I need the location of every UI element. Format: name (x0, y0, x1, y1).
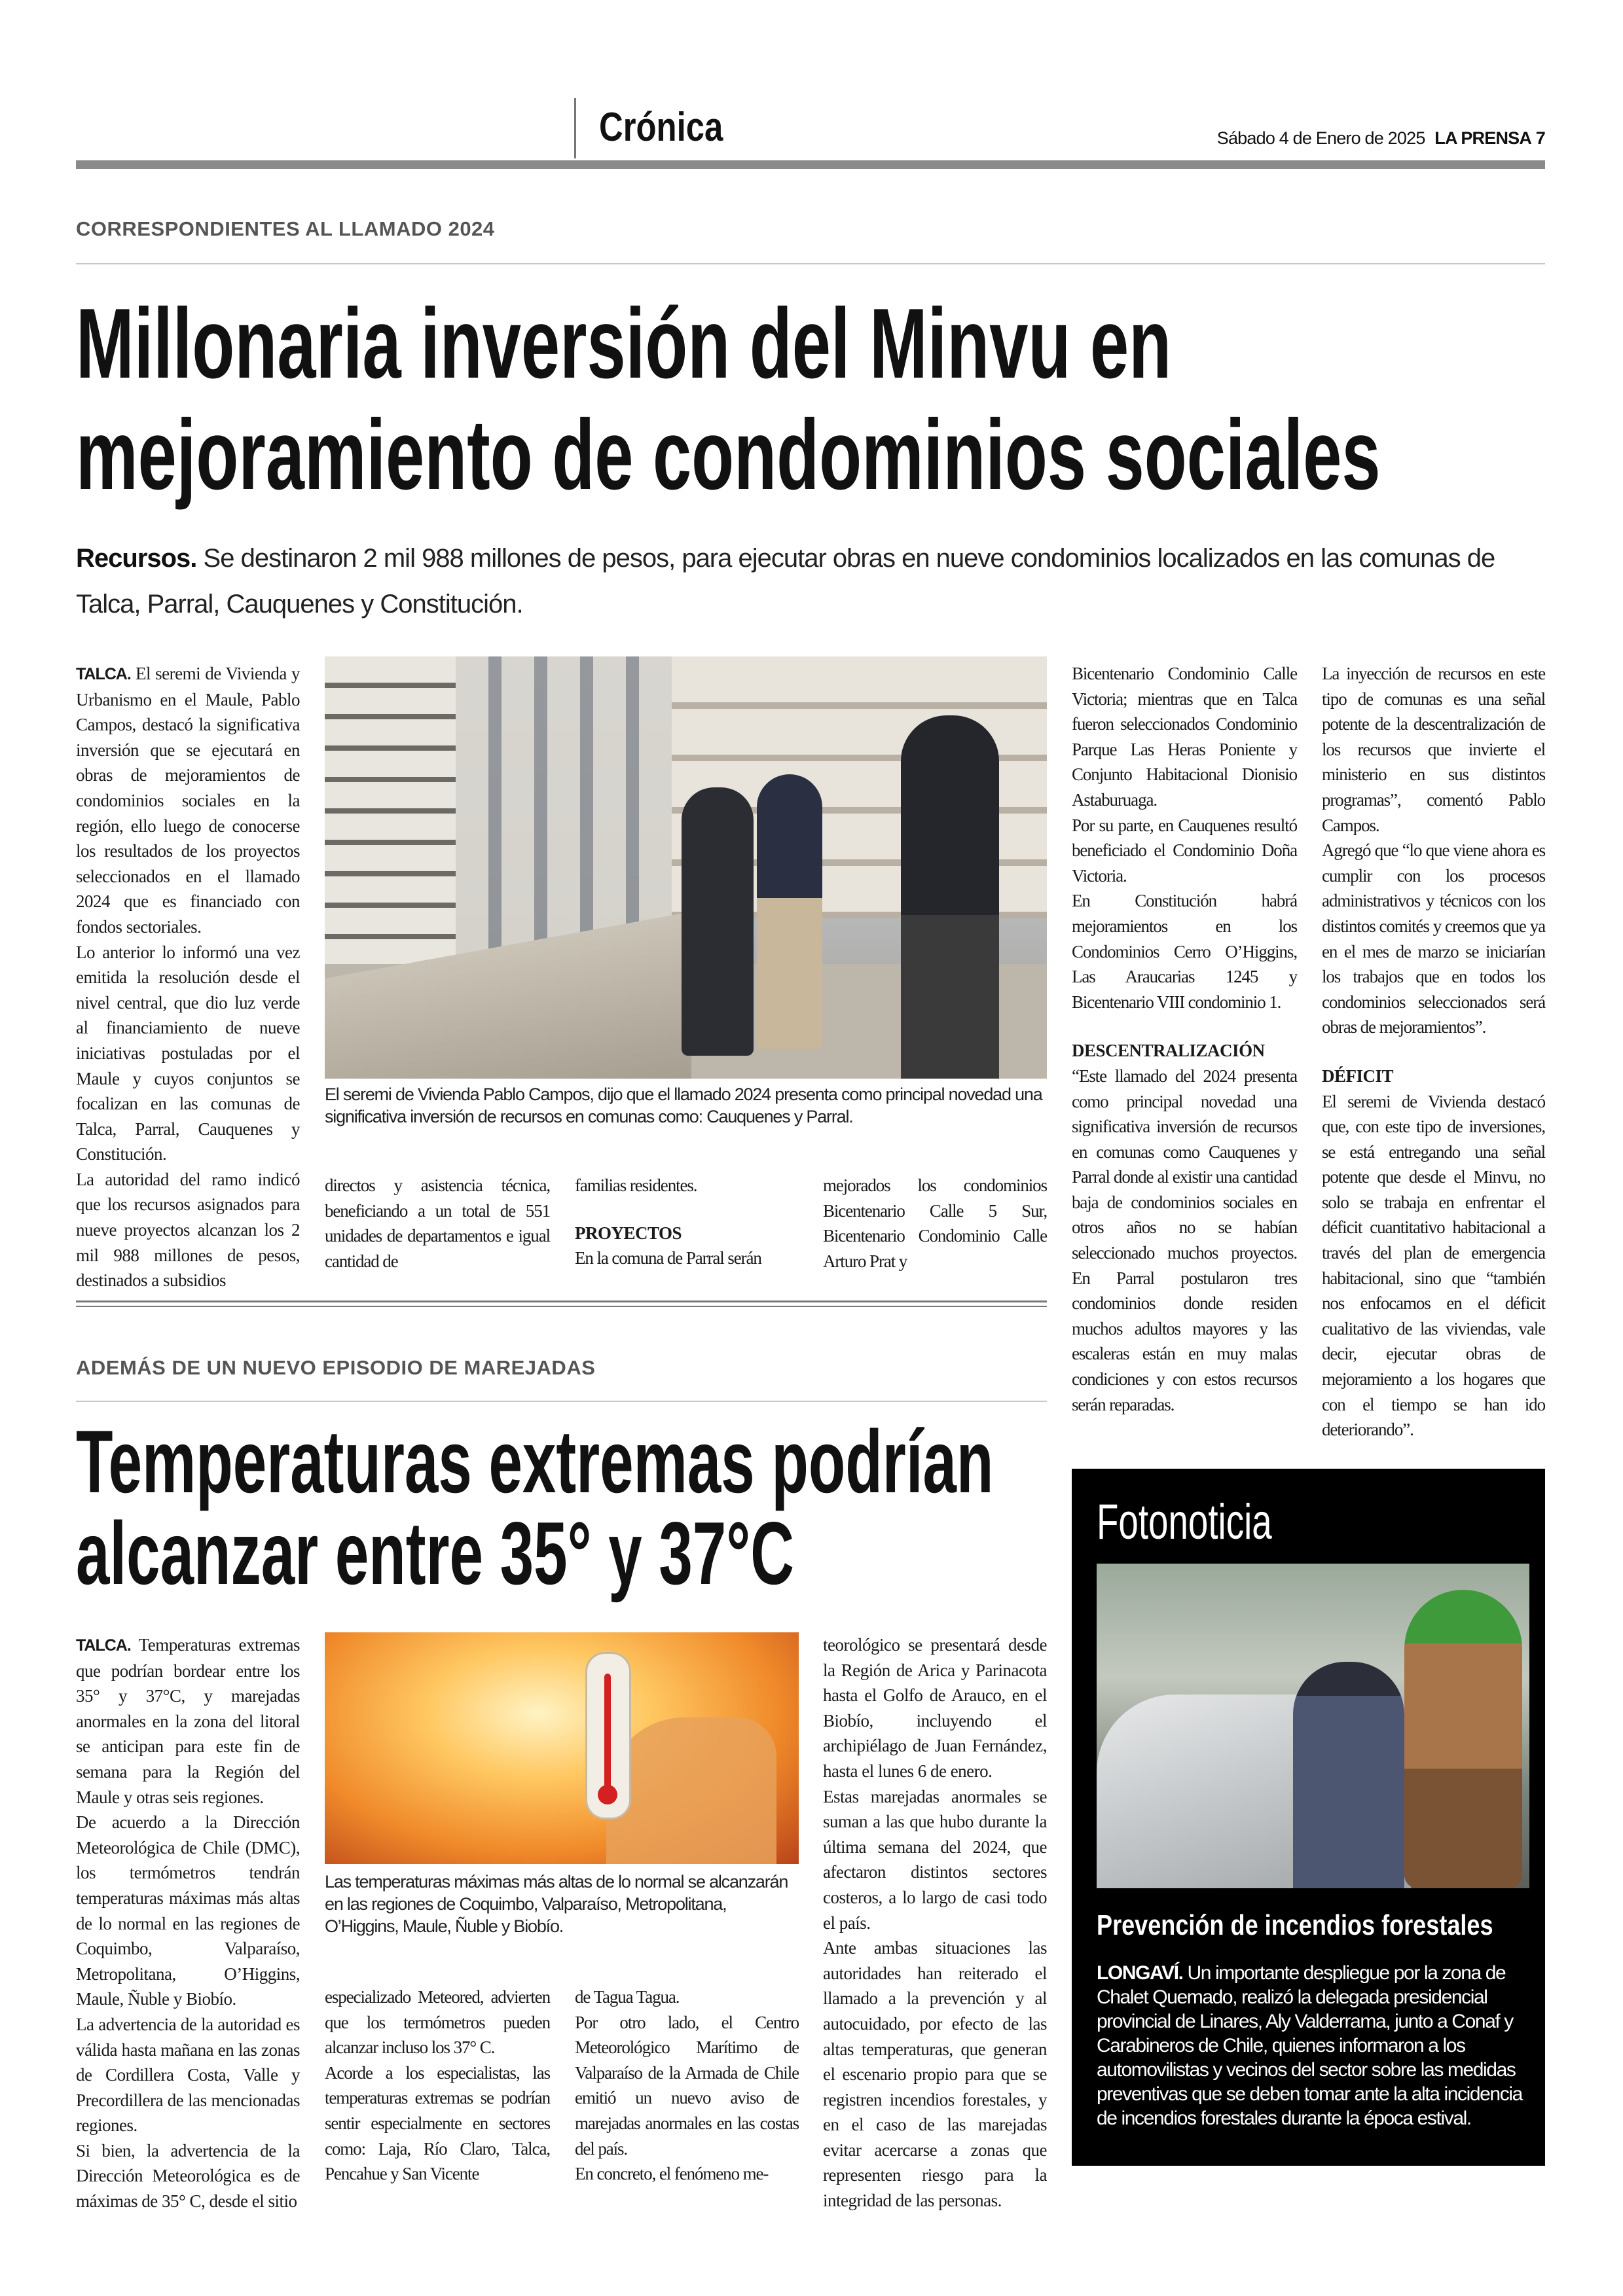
headline-line: mejoramiento de condominios sociales (76, 399, 1381, 511)
article1-column-1 (76, 661, 300, 1293)
subhead-proyectos: PROYECTOS (575, 1223, 682, 1243)
fotonoticia-label (1097, 1496, 1340, 1549)
article2-column-1 (76, 1632, 300, 2214)
headline-line: Temperaturas extremas podrían (76, 1412, 994, 1511)
article2-column-2 (325, 1984, 550, 2187)
folio (1217, 128, 1545, 149)
paragraph: Por su parte, en Cauquenes resultó beneficiado el Condominio Doña Victoria. (1072, 815, 1297, 886)
building-left (325, 656, 456, 964)
section-title-text: Crónica (599, 105, 723, 150)
paragraph: Si bien, la advertencia de la Dirección Meteorológica es de máximas de 35° C, desde el sitio (76, 2140, 300, 2212)
paragraph (76, 661, 300, 940)
paragraph: Ante ambas situaciones las autoridades han reiterado el llamado a la prevención y al autocuidado, por efecto de las altas temperaturas, que generan el escenario propio para que se registren incendios forestales, y en el caso de las marejadas evitar acercarse a zonas que representen riesgo para la integridad de las personas. (823, 1938, 1047, 2211)
paragraph: Bicentenario Condominio Calle Victoria; mientras que en Talca fueron seleccionados Condominio Parque Las Heras Poniente y Conjunto Habitacional Dionisio Astaburuaga. (1072, 664, 1297, 810)
fotonoticia-label-text: Fotonoticia (1097, 1494, 1272, 1550)
paragraph: La autoridad del ramo indicó que los recursos asignados para nueve proyectos alcanzan los 2 mil 988 millones de pesos, destinados a subsidios (76, 1169, 300, 1291)
dateline: TALCA. (76, 1636, 131, 1655)
paragraph: El seremi de Vivienda destacó que, con este tipo de inversiones, se está entregando una señal potente que desde el Minvu, no solo se trabaja en enfrentar el déficit cuantitativo habitacional a través del plan de emergencia habitacional, sino que “también nos enfocamos en el déficit cualitativo de las viviendas, vale decir, ejecutar obras de mejoramiento a los hogares que con el tiempo se han ido deteriorando”. (1322, 1091, 1545, 1440)
subhead-descentralizacion: DESCENTRALIZACIÓN (1072, 1041, 1265, 1061)
paragraph-text: Temperaturas extremas que podrían bordear entre los 35° y 37°C, y marejadas anormales en la zona del litoral se anticipan para este fin de semana para la Región del Maule y otras seis regiones. (76, 1635, 300, 1807)
page-number: 7 (1535, 128, 1545, 148)
article-separator (76, 1300, 1047, 1307)
paragraph: Acorde a los especialistas, las temperaturas extremas se podrían sentir especialmente en sectores como: Laja, Río Claro, Talca, Pencahue y San Vicente (325, 2062, 550, 2184)
headline-line: alcanzar entre 35° y 37°C (76, 1503, 794, 1603)
paragraph: familias residentes. (575, 1175, 697, 1195)
header-bar (76, 160, 1545, 169)
paragraph: teorológico se presentará desde la Región de Arica y Parinacota hasta el Golfo de Arauco, en el Biobío, incluyendo el archipiélago de Juan Fernández, hasta el lunes 6 de enero. (823, 1635, 1047, 1781)
deck-lead: Recursos. (76, 544, 197, 573)
paragraph: Lo anterior lo informó una vez emitida la resolución desde el nivel central, que dio luz verde al financiamiento de nueve iniciativas postuladas por el Maule y cuyos conjuntos se focalizan en las comunas de Talca, Parral, Cauquenes y Constitución. (76, 942, 300, 1164)
thermometer-icon (585, 1652, 631, 1820)
article1-column-3b (823, 1173, 1047, 1274)
fotonoticia-text: Un importante despliegue por la zona de Chalet Quemado, realizó la delegada presidencial provincial de Linares, Aly Valderrama, junto a Conaf y Carabineros de Chile, quienes informaron a los automovilistas y vecinos del sector sobre las medidas preventivas que se deben tomar ante la alta incidencia de incendios forestales durante la época estival. (1097, 1962, 1522, 2129)
article1-photo (325, 656, 1047, 1079)
hand (606, 1717, 776, 1864)
person-3 (901, 715, 999, 1079)
dateline: LONGAVÍ. (1097, 1962, 1183, 1984)
article1-column-2 (325, 1173, 550, 1274)
article1-column-3 (575, 1173, 800, 1271)
article2-photo-caption: Las temperaturas máximas más altas de lo normal se alcanzarán en las regiones de Coquimbo, Valparaíso, Metropolitana, O’Higgins, Maule, Ñuble y Biobío. (325, 1872, 788, 1936)
paragraph: mejorados los condominios Bicentenario Calle 5 Sur, Bicentenario Condominio Calle Arturo Prat y (823, 1175, 1047, 1271)
fotonoticia-photo (1097, 1564, 1529, 1888)
paragraph: directos y asistencia técnica, beneficiando a un total de 551 unidades de departamentos e igual cantidad de (325, 1175, 550, 1271)
paragraph: especializado Meteored, advierten que los termómetros pueden alcanzar incluso los 37° C. (325, 1987, 550, 2058)
section-title (599, 105, 750, 151)
article1-deck (76, 535, 1549, 627)
fotonoticia-title-text: Prevención de incendios forestales (1097, 1909, 1493, 1941)
mascot (1404, 1590, 1522, 1888)
issue-date: Sábado 4 de Enero de 2025 (1216, 128, 1425, 148)
person-2 (757, 774, 822, 1049)
paragraph: En la comuna de Parral serán (575, 1248, 761, 1268)
paragraph (76, 1632, 300, 1810)
article2-column-3 (575, 1984, 799, 2187)
paragraph: La advertencia de la autoridad es válida hasta mañana en las zonas de Cordillera Costa, Valle y Precordillera de las mencionadas regiones. (76, 2014, 300, 2136)
subhead-deficit: DÉFICIT (1322, 1066, 1394, 1086)
paragraph: Estas marejadas anormales se suman a las que hubo durante la última semana del 2024, que afectaron distintos sectores costeros, a lo largo de casi todo el país. (823, 1786, 1047, 1933)
article2-kicker: ADEMÁS DE UN NUEVO EPISODIO DE MAREJADAS (76, 1356, 596, 1379)
fotonoticia-title (1097, 1907, 1580, 1944)
paragraph: Agregó que “lo que viene ahora es cumplir con los procesos administrativos y técnicos con los distintos comités y creemos que ya en el mes de marzo se iniciarían los trabajos que en todos los condominios seleccionados será obras de mejoramientos”. (1322, 840, 1545, 1037)
newspaper-name: LA PRENSA (1434, 128, 1532, 148)
article1-headline (76, 288, 1623, 511)
article2-column-4 (823, 1632, 1047, 2214)
paragraph: De acuerdo a la Dirección Meteorológica de Chile (DMC), los termómetros tendrán temperaturas máximas más altas de lo normal en las regiones de Coquimbo, Valparaíso, Metropolitana, O’Higgins, Maule, Ñuble y Biobío. (76, 1812, 300, 2009)
article2-photo (325, 1632, 799, 1864)
article1-photo-caption: El seremi de Vivienda Pablo Campos, dijo que el llamado 2024 presenta como principal novedad una significativa inversión de recursos en comunas como: Cauquenes y Parral. (325, 1085, 1042, 1126)
paragraph: La inyección de recursos en este tipo de comunas es una señal potente de la descentralización de los recursos que invierte el ministerio en sus distintos programas”, comentó Pablo Campos. (1322, 664, 1545, 835)
deck-text: Se destinaron 2 mil 988 millones de pesos, para ejecutar obras en nueve condominios localizados en las comunas de Talca, Parral, Cauquenes y Constitución. (76, 544, 1495, 619)
paragraph: de Tagua Tagua. (575, 1987, 680, 2007)
paragraph: “Este llamado del 2024 presenta como principal novedad una significativa inversión de recursos en comunas como Cauquenes y Parral donde al existir una cantidad baja de condominios sociales en otros años no se habían seleccionado muchos proyectos. En Parral postularon tres condominios donde residen muchos adultos mayores y las escaleras están en muy malas condiciones y con estos recursos serán reparadas. (1072, 1066, 1297, 1414)
paragraph: En concreto, el fenómeno me- (575, 2164, 769, 2184)
paragraph: En Constitución habrá mejoramientos en los Condominios Cerro O’Higgins, Las Araucarias 1245 y Bicentenario VIII condominio 1. (1072, 891, 1297, 1012)
headline-line: Millonaria inversión del Minvu en (76, 288, 1172, 399)
paragraph-text: El seremi de Vivienda y Urbanismo en el Maule, Pablo Campos, destacó la significativa inversión que se ejecutará en obras de mejoramientos de condominios sociales en la región, ello luego de conocerse los resultados de los proyectos seleccionados en el llamado 2024 que es financiado con fondos sectoriales. (76, 664, 301, 937)
dateline: TALCA. (76, 665, 131, 683)
header-divider (574, 98, 576, 158)
article1-kicker: CORRESPONDIENTES AL LLAMADO 2024 (76, 217, 495, 240)
fotonoticia-box (1072, 1469, 1545, 2166)
article1-column-5 (1322, 661, 1545, 1443)
article2-kicker-rule (76, 1401, 1047, 1402)
paragraph: Por otro lado, el Centro Meteorológico Marítimo de Valparaíso de la Armada de Chile emitió un nuevo aviso de marejadas anormales en las costas del país. (575, 2012, 799, 2159)
article1-kicker-rule (76, 263, 1545, 264)
officer (1293, 1662, 1404, 1888)
fotonoticia-body (1097, 1961, 1522, 2130)
person-1 (682, 787, 754, 1056)
article1-column-4 (1072, 661, 1297, 1417)
